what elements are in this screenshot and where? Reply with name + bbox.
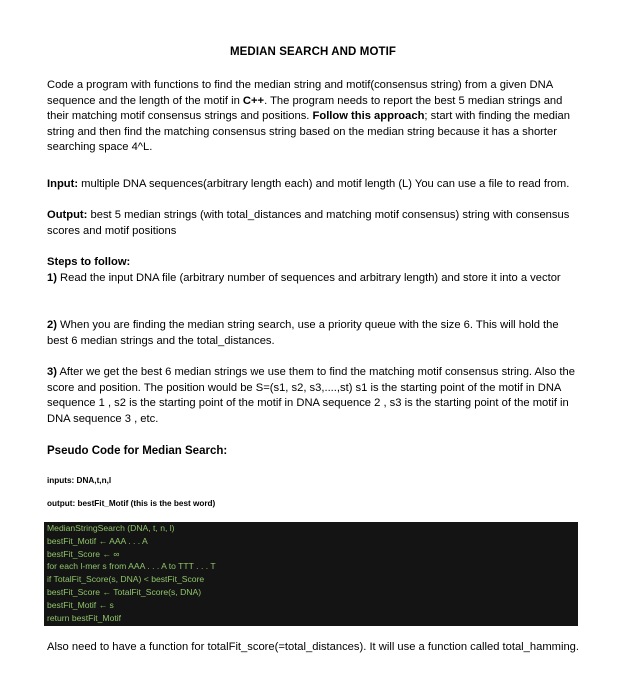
code-line: bestFit_Motif ← s [47,599,114,610]
step-2-number: 2) [47,319,57,331]
code-line: if TotalFit_Score(s, DNA) < bestFit_Score [47,574,205,585]
output-label: Output: [47,209,88,221]
intro-cpp: C++ [242,94,265,107]
step-1 [47,271,582,287]
input-text: multiple DNA sequences(arbitrary length each) and motif length (L) You can use a file to read from. [78,178,570,190]
step-2-text: When you are finding the median string search, use a priority queue with the size 6. This will hold the best 6 median strings and the total_distances. [47,319,559,347]
output-text: best 5 median strings (with total_distances and matching motif consensus) string with consensus scores and motif positions [47,209,570,237]
intro-text-5: ; start with finding the median string and then find the matching consensus string based on the median string because it has a shorter searching space 4^L. [47,110,570,154]
code-line: bestFit_Score ← ∞ [47,548,120,559]
input-paragraph [47,177,582,193]
step-3 [47,365,582,427]
pseudo-inputs: inputs: DNA,t,n,l [47,476,112,485]
code-line: bestFit_Motif ← AAA . . . A [47,535,148,546]
step-2 [47,318,582,349]
input-label: Input: [47,178,79,190]
step-3-number: 3) [47,366,57,378]
step-3-text: After we get the best 6 median strings we use them to find the matching motif consensus string. Also the score and position. The position would be S=(s1, s2, s3,....,st) s1 is the starting point of the motif in DNA sequence 1 , s2 is the starting point of the motif in DNA sequence 2 , s3 is the starting point of the motif in DNA sequence 3 , etc. [47,366,575,425]
pseudo-code-block [44,522,578,626]
output-paragraph [47,208,582,239]
intro-text-3: . The program needs to report the best 5 median strings and their matching motif consensus strings and positions. [47,94,563,123]
code-line: MedianStringSearch (DNA, t, n, l) [47,523,175,533]
step-1-number: 1) [47,272,57,284]
code-line: bestFit_Score ← TotalFit_Score(s, DNA) [47,586,202,597]
pseudo-heading: Pseudo Code for Median Search: [47,445,228,457]
steps-heading: Steps to follow: [47,256,131,268]
document-title: MEDIAN SEARCH AND MOTIF [229,46,397,58]
code-line: for each l-mer s from AAA . . . A to TTT . . . T [47,561,216,572]
intro-text-1: Code a program with functions to find the median string and motif(consensus string) from a given DNA sequence and the length of the motif in [47,79,553,107]
footer-paragraph: Also need to have a function for totalFit_score(=total_distances). It will use a function called total_hamming. [47,641,580,653]
pseudo-output: output: bestFit_Motif (this is the best word) [47,499,216,508]
intro-paragraph [47,78,582,156]
intro-follow-approach: Follow this approach [312,110,425,123]
step-1-text: Read the input DNA file (arbitrary number of sequences and arbitrary length) and store it into a vector [56,272,561,284]
code-line: return bestFit_Motif [47,612,122,623]
